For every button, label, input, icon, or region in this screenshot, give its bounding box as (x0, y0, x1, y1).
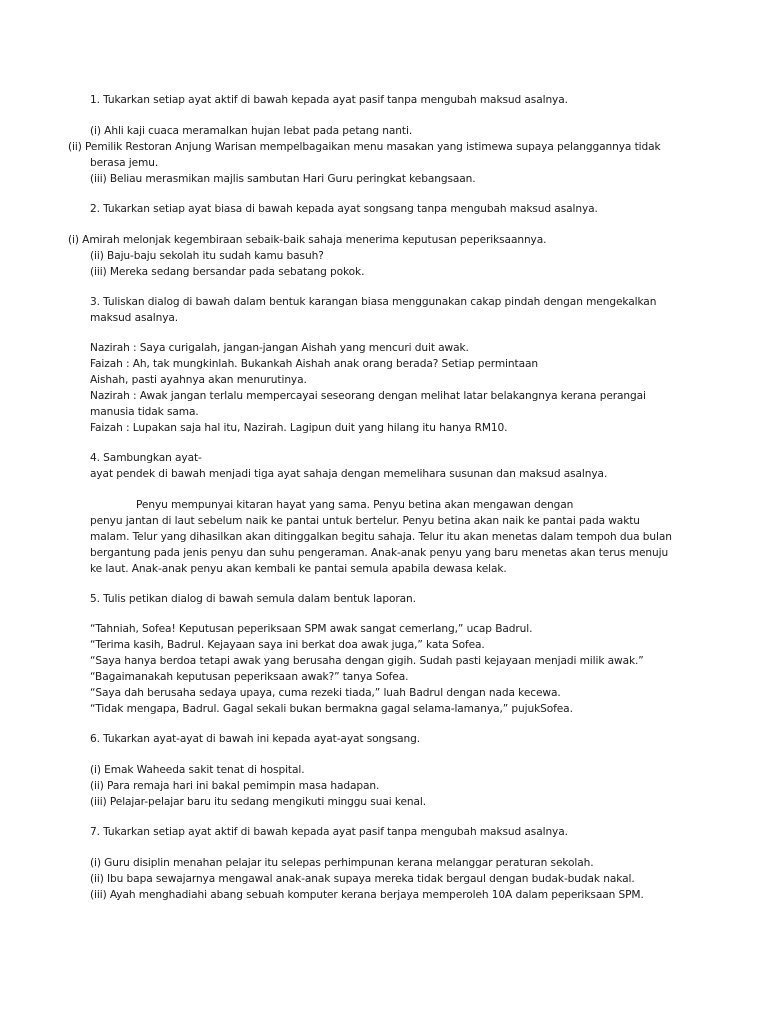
q6-item-2: (ii) Para remaja hari ini bakal pemimpin masa hadapan. (90, 780, 380, 792)
q3-dialog-line-4: Nazirah : Awak jangan terlalu mempercayai seseorang dengan melihat latar belakangnya kerana perangai (90, 390, 646, 402)
q1-item-3: (iii) Beliau merasmikan majlis sambutan Hari Guru peringkat kebangsaan. (90, 173, 476, 185)
q5-heading: 5. Tulis petikan dialog di bawah semula dalam bentuk laporan. (90, 593, 416, 605)
q7-item-3: (iii) Ayah menghadiahi abang sebuah komputer kerana berjaya memperoleh 10A dalam peperiksaan SPM. (90, 889, 644, 901)
q7-heading: 7. Tukarkan setiap ayat aktif di bawah kepada ayat pasif tanpa mengubah maksud asalnya. (90, 826, 568, 838)
q2-item-2: (ii) Baju-baju sekolah itu sudah kamu basuh? (90, 250, 324, 262)
q5-dialog-line-1: “Tahniah, Sofea! Keputusan peperiksaan SPM awak sangat cemerlang,” ucap Badrul. (90, 623, 533, 635)
q7-item-2: (ii) Ibu bapa sewajarnya mengawal anak-anak supaya mereka tidak bergaul dengan budak-budak nakal. (90, 873, 635, 885)
q5-dialog-line-6: “Tidak mengapa, Badrul. Gagal sekali bukan bermakna gagal selama-lamanya,” pujukSofea. (90, 703, 573, 715)
q4-passage-line-5: ke laut. Anak-anak penyu akan kembali ke pantai semula apabila dewasa kelak. (90, 563, 507, 575)
q6-item-3: (iii) Pelajar-pelajar baru itu sedang mengikuti minggu suai kenal. (90, 796, 427, 808)
q3-dialog-line-3: Aishah, pasti ayahnya akan menurutinya. (90, 374, 307, 386)
q1-item-2: (ii) Pemilik Restoran Anjung Warisan mempelbagaikan menu masakan yang istimewa supaya pelanggannya tidak (68, 141, 661, 153)
q7-item-1: (i) Guru disiplin menahan pelajar itu selepas perhimpunan kerana melanggar peraturan sekolah. (90, 857, 594, 869)
q4-passage-line-2: penyu jantan di laut sebelum naik ke pantai untuk bertelur. Penyu betina akan naik ke pantai pada waktu (90, 515, 640, 527)
q6-heading: 6. Tukarkan ayat-ayat di bawah ini kepada ayat-ayat songsang. (90, 733, 421, 745)
q5-dialog-line-2: “Terima kasih, Badrul. Kejayaan saya ini berkat doa awak juga,” kata Sofea. (90, 639, 485, 651)
q1-item-2-continued: berasa jemu. (90, 157, 159, 169)
q3-dialog-line-1: Nazirah : Saya curigalah, jangan-jangan Aishah yang mencuri duit awak. (90, 342, 469, 354)
q3-dialog-line-5: manusia tidak sama. (90, 406, 199, 418)
q3-heading-line-2: maksud asalnya. (90, 312, 179, 324)
q2-item-3: (iii) Mereka sedang bersandar pada sebatang pokok. (90, 266, 365, 278)
q4-heading-line-2: ayat pendek di bawah menjadi tiga ayat sahaja dengan memelihara susunan dan maksud asalnya. (90, 468, 608, 480)
q5-dialog-line-3: “Saya hanya berdoa tetapi awak yang berusaha dengan gigih. Sudah pasti kejayaan menjadi milik awak.” (90, 655, 644, 667)
q4-passage-line-1: Penyu mempunyai kitaran hayat yang sama. Penyu betina akan mengawan dengan (136, 499, 574, 511)
q4-passage-line-3: malam. Telur yang dihasilkan akan ditinggalkan begitu sahaja. Telur itu akan menetas dalam tempoh dua bulan (90, 531, 672, 543)
q1-item-1: (i) Ahli kaji cuaca meramalkan hujan lebat pada petang nanti. (90, 125, 413, 137)
q4-passage-line-4: bergantung pada jenis penyu dan suhu pengeraman. Anak-anak penyu yang baru menetas akan terus menuju (90, 547, 669, 559)
q4-heading-line-1: 4. Sambungkan ayat- (90, 452, 202, 464)
q3-dialog-line-2: Faizah : Ah, tak mungkinlah. Bukankah Aishah anak orang berada? Setiap permintaan (90, 358, 538, 370)
q1-heading: 1. Tukarkan setiap ayat aktif di bawah kepada ayat pasif tanpa mengubah maksud asalnya. (90, 94, 568, 106)
q2-heading: 2. Tukarkan setiap ayat biasa di bawah kepada ayat songsang tanpa mengubah maksud asalnya. (90, 203, 598, 215)
q5-dialog-line-4: “Bagaimanakah keputusan peperiksaan awak?” tanya Sofea. (90, 671, 409, 683)
q3-heading-line-1: 3. Tuliskan dialog di bawah dalam bentuk karangan biasa menggunakan cakap pindah dengan mengekalkan (90, 296, 657, 308)
q5-dialog-line-5: “Saya dah berusaha sedaya upaya, cuma rezeki tiada,” luah Badrul dengan nada kecewa. (90, 687, 561, 699)
q2-item-1: (i) Amirah melonjak kegembiraan sebaik-baik sahaja menerima keputusan peperiksaannya. (68, 234, 547, 246)
q6-item-1: (i) Emak Waheeda sakit tenat di hospital. (90, 764, 305, 776)
q3-dialog-line-6: Faizah : Lupakan saja hal itu, Nazirah. Lagipun duit yang hilang itu hanya RM10. (90, 422, 508, 434)
